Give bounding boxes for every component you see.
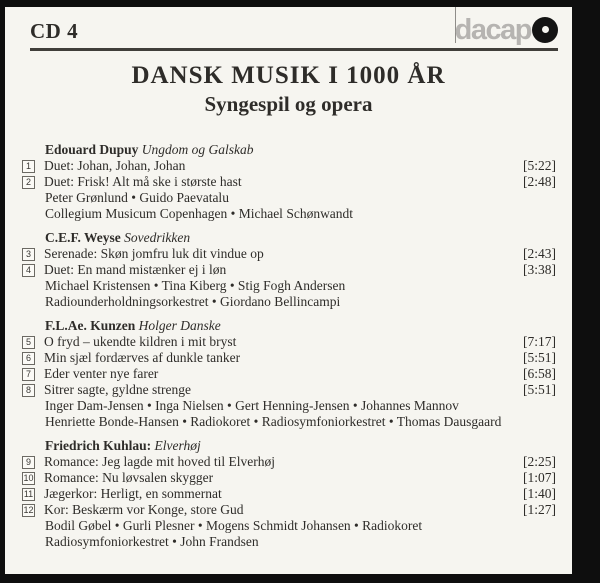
table-row (22, 486, 556, 502)
section-heading (22, 230, 556, 246)
track-title: Duet: En mand mistænker ej i løn (44, 262, 227, 277)
title-block (5, 62, 572, 117)
section-tracks (22, 246, 556, 278)
composer-name: Friedrich Kuhlau: (45, 438, 152, 453)
track-title: Serenade: Skøn jomfru luk dit vindue op (44, 246, 264, 261)
track-number: 8 (25, 385, 31, 395)
track-duration: [1:27] (523, 502, 556, 517)
cd-tray-card-page (5, 7, 572, 574)
section-tracks (22, 334, 556, 398)
track-duration: [2:43] (523, 246, 556, 261)
section-performers (22, 190, 556, 222)
performer-line: Radiounderholdningsorkestret • Giordano Bellincampi (45, 294, 341, 309)
track-title: Kor: Beskærm vor Konge, store Gud (44, 502, 244, 517)
track-number: 2 (25, 177, 31, 187)
table-row (22, 174, 556, 190)
work-title: Holger Danske (138, 318, 221, 333)
album-subtitle: Syngespil og opera (204, 92, 373, 116)
work-section (22, 142, 556, 222)
table-row (22, 366, 556, 382)
composer-name: C.E.F. Weyse (45, 230, 121, 245)
performer-line: Michael Kristensen • Tina Kiberg • Stig Fogh Andersen (45, 278, 346, 293)
performer-line: Radiosymfoniorkestret • John Frandsen (45, 534, 259, 549)
section-performers (22, 278, 556, 310)
track-duration: [5:22] (523, 158, 556, 173)
track-number: 10 (23, 473, 34, 483)
track-number: 7 (25, 369, 31, 379)
composer-name: F.L.Ae. Kunzen (45, 318, 136, 333)
track-sections (5, 142, 572, 550)
track-number-box (22, 336, 35, 349)
performer-line: Bodil Gøbel • Gurli Plesner • Mogens Schmidt Johansen • Radiokoret (45, 518, 423, 533)
section-performers (22, 398, 556, 430)
work-title: Ungdom og Galskab (141, 142, 254, 157)
track-number-box (22, 264, 35, 277)
track-number: 12 (23, 505, 34, 515)
track-number: 1 (25, 161, 31, 171)
track-title: Jægerkor: Herligt, en sommernat (44, 486, 222, 501)
track-duration: [6:58] (523, 366, 556, 381)
track-number-box (22, 176, 35, 189)
track-number-box (22, 248, 35, 261)
section-heading (22, 438, 556, 454)
track-duration: [1:07] (523, 470, 556, 485)
dacapo-logo-text: dacap (454, 14, 531, 46)
table-row (22, 334, 556, 350)
track-title: Duet: Frisk! Alt må ske i største hast (44, 174, 242, 189)
track-duration: [1:40] (523, 486, 556, 501)
track-number-box (22, 160, 35, 173)
work-title: Sovedrikken (124, 230, 191, 245)
track-number: 6 (25, 353, 31, 363)
track-duration: [5:51] (523, 350, 556, 365)
table-row (22, 158, 556, 174)
track-number-box (22, 488, 35, 501)
section-performers (22, 518, 556, 550)
dacapo-disc-icon (532, 17, 558, 43)
track-title: Romance: Jeg lagde mit hoved til Elverhøj (44, 454, 275, 469)
track-title: Min sjæl fordærves af dunkle tanker (44, 350, 241, 365)
track-number-box (22, 352, 35, 365)
table-row (22, 350, 556, 366)
performer-line: Peter Grønlund • Guido Paevatalu (45, 190, 229, 205)
track-number-box (22, 456, 35, 469)
section-tracks (22, 454, 556, 518)
track-title: Romance: Nu løvsalen skygger (44, 470, 214, 485)
track-duration: [2:25] (523, 454, 556, 469)
section-heading (22, 318, 556, 334)
table-row (22, 262, 556, 278)
work-section (22, 230, 556, 310)
track-number: 11 (23, 489, 34, 499)
header-divider (30, 48, 558, 51)
track-number-box (22, 504, 35, 517)
work-section (22, 318, 556, 430)
disc-center-hole (542, 26, 549, 33)
track-number-box (22, 368, 35, 381)
table-row (22, 246, 556, 262)
performer-line: Collegium Musicum Copenhagen • Michael Schønwandt (45, 206, 354, 221)
track-number-box (22, 384, 35, 397)
performer-line: Henriette Bonde-Hansen • Radiokoret • Radiosymfoniorkestret • Thomas Dausgaard (45, 414, 502, 429)
table-row (22, 454, 556, 470)
track-number: 4 (25, 265, 31, 275)
composer-name: Edouard Dupuy (45, 142, 139, 157)
track-number-box (22, 472, 35, 485)
track-duration: [5:51] (523, 382, 556, 397)
page-header (5, 7, 572, 44)
cd-number-label: CD 4 (30, 19, 79, 43)
track-duration: [3:38] (523, 262, 556, 277)
track-duration: [7:17] (523, 334, 556, 349)
track-title: Eder venter nye farer (44, 366, 159, 381)
table-row (22, 502, 556, 518)
track-title: Sitrer sagte, gyldne strenge (44, 382, 191, 397)
track-number: 5 (25, 337, 31, 347)
dacapo-logo (455, 15, 558, 44)
track-number: 3 (25, 249, 31, 259)
album-title: DANSK MUSIK I 1000 ÅR (131, 62, 446, 89)
track-duration: [2:48] (523, 174, 556, 189)
section-heading (22, 142, 556, 158)
track-title: Duet: Johan, Johan, Johan (44, 158, 186, 173)
work-title: Elverhøj (154, 438, 201, 453)
section-tracks (22, 158, 556, 190)
track-title: O fryd – ukendte kildren i mit bryst (44, 334, 237, 349)
table-row (22, 382, 556, 398)
track-number: 9 (25, 457, 31, 467)
work-section (22, 438, 556, 550)
table-row (22, 470, 556, 486)
performer-line: Inger Dam-Jensen • Inga Nielsen • Gert Henning-Jensen • Johannes Mannov (45, 398, 459, 413)
